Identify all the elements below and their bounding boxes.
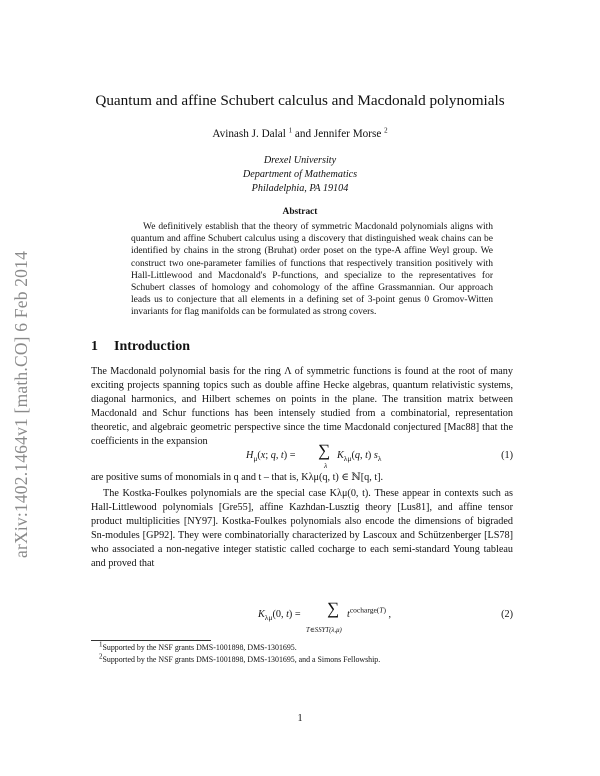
page-number: 1	[297, 713, 303, 724]
section-number: 1	[91, 339, 98, 354]
affiliation	[0, 154, 600, 197]
section-title: Introduction	[114, 339, 190, 354]
section-heading	[91, 339, 190, 355]
footnote-2-text: Supported by the NSF grants DMS-1001898, DMS-1301695, and a Simons Fellowship.	[102, 655, 381, 664]
footnote-rule	[91, 640, 211, 641]
authors-conjunction: and	[292, 128, 314, 140]
equation-1-sum: ∑	[318, 441, 331, 460]
author-1: Avinash J. Dalal	[212, 128, 286, 140]
equation-2-rhs: $t^{cocharge(T)}$ ,	[347, 605, 392, 620]
equation-1-number: (1)	[501, 450, 513, 461]
equation-2-number: (2)	[501, 609, 513, 620]
footnote-1-text: Supported by the NSF grants DMS-1001898, DMS-1301695.	[102, 643, 297, 652]
author-2: Jennifer Morse	[313, 128, 382, 140]
equation-1-rhs: $K_{\lambda\mu}(q$, t) $s_\lambda$	[337, 450, 382, 464]
footnote-2	[99, 652, 381, 664]
paragraph-3: The Kostka-Foulkes polynomials are the special case Kλμ(0, t). These appear in contexts such as Hall-Littlewood polynomials [Gre55], affine Kazhdan-Lusztig theory [Lus81], and affine tensor product multiplicities [NY97]. Kostka-Foulkes polynomials also encode the dimensions of bigraded Sn-modules [GP92]. They were combinatorially characterized by Lascoux and Schützenberger [LS78] who associated a non-negative integer statistic called cocharge to each semi-standard Young tableau and proved that	[91, 488, 513, 570]
affiliation-university: Drexel University	[263, 155, 337, 166]
equation-1-lhs: $H_\mu(x$; q, t) =	[246, 450, 296, 464]
abstract-text: We definitively establish that the theory of symmetric Macdonald polynomials aligns with quantum and affine Schubert calculus using a discovery that distinguished weak chains can be identified by chains in the strong (Bruhat) order poset on the type-A affine Weyl group. We construct two one-parameter families of functions that respectively transition positively with Hall-Littlewood and Macdonald's P-functions, and specialize to the representatives for Schubert classes of homology and cohomology of the affine Grassmannian. Our approach leads us to conjecture that all elements in a defining set of 3-point genus 0 Gromov-Witten invariants for flag manifolds can be formulated as strong covers.	[131, 222, 493, 318]
equation-2-sum: ∑	[327, 599, 340, 618]
author-1-footnote-mark: 1	[288, 126, 293, 135]
equation-2-sum-index: T∈SSYT(λ,μ)	[306, 627, 342, 634]
footnote-2-mark: 2	[99, 652, 103, 661]
footnote-1	[99, 640, 297, 652]
affiliation-city: Philadelphia, PA 19104	[251, 183, 349, 195]
authors	[0, 128, 600, 140]
abstract-heading: Abstract	[282, 207, 318, 217]
affiliation-department: Department of Mathematics	[242, 169, 358, 181]
equation-1-sum-index: λ	[324, 461, 328, 470]
arxiv-identifier: arXiv:1402.1464v1 [math.CO] 6 Feb 2014	[11, 250, 31, 558]
author-2-footnote-mark: 2	[384, 126, 388, 135]
footnote-1-mark: 1	[99, 640, 103, 649]
paragraph-2: are positive sums of monomials in q and t – that is, Kλμ(q, t) ∈ ℕ[q, t].	[91, 472, 384, 483]
paper-title: Quantum and affine Schubert calculus and Macdonald polynomials	[95, 92, 505, 109]
equation-2-lhs: $K_{\lambda\mu}(0$, t) =	[258, 609, 301, 623]
paragraph-1: The Macdonald polynomial basis for the ring Λ of symmetric functions is found at the root of many exciting projects spanning topics such as double affine Hecke algebras, quantum relativistic systems, diagonal harmonics, and Hilbert schemes on points in the plane. The transition matrix between Macdonald and Schur functions has been intensely studied from a combinatorial, representation theoretic, and algebraic geometric perspective since the time Macdonald conjectured [Mac88] that the coefficients in the expansion	[91, 366, 513, 448]
